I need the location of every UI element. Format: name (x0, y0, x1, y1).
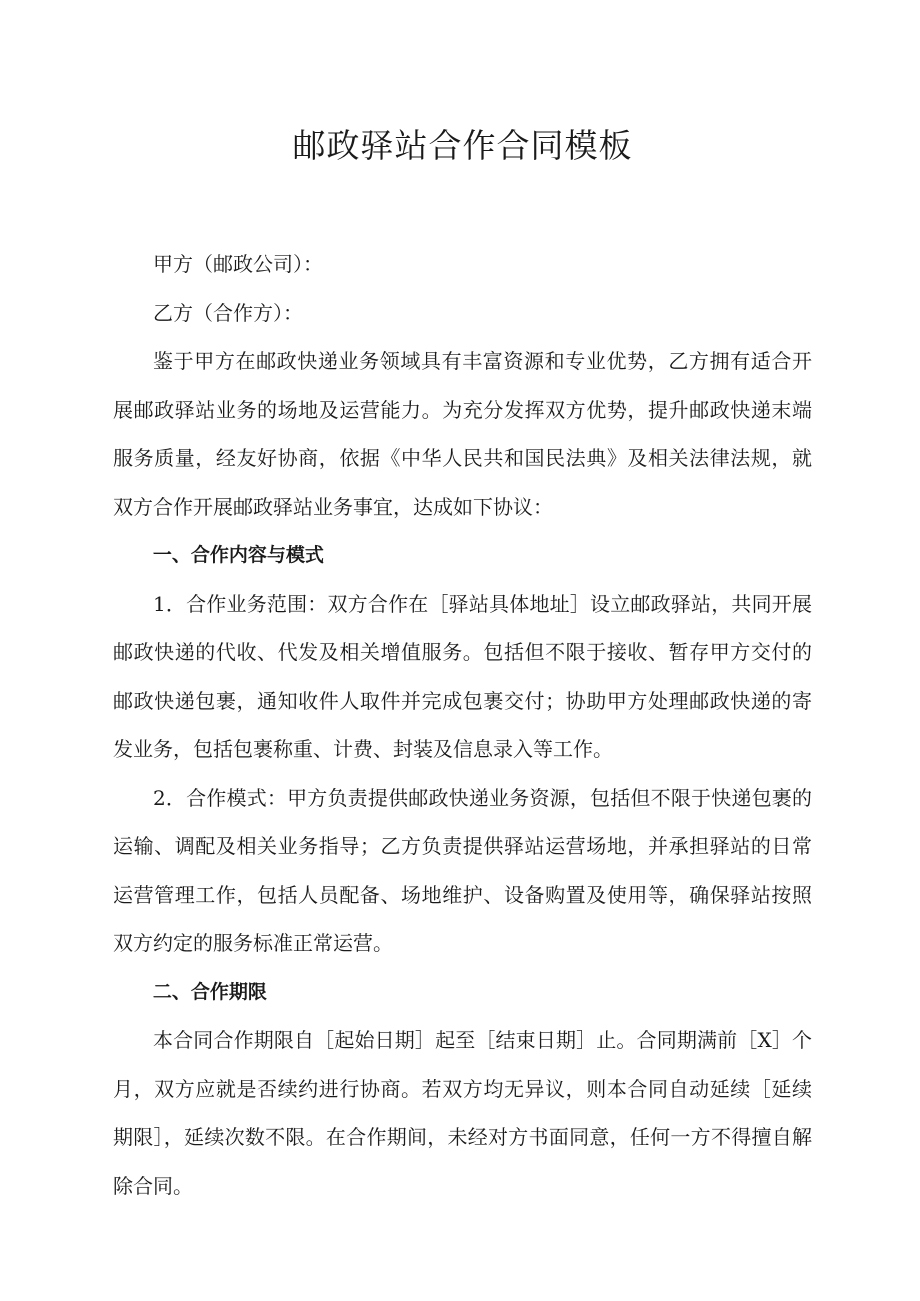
section-1-item-2: 2．合作模式：甲方负责提供邮政快递业务资源，包括但不限于快递包裹的运输、调配及相关业务指导；乙方负责提供驿站运营场地，并承担驿站的日常运营管理工作，包括人员配备、场地维护、设备购置及使用等，确保驿站按照双方约定的服务标准正常运营。 (113, 785, 812, 955)
section-2-paragraph: 本合同合作期限自［起始日期］起至［结束日期］止。合同期满前［X］个月，双方应就是否续约进行协商。若双方均无异议，则本合同自动延续［延续期限］，延续次数不限。在合作期间，未经对方书面同意，任何一方不得擅自解除合同。 (113, 1028, 812, 1198)
party-a-line: 甲方（邮政公司）： (153, 252, 323, 276)
preamble-paragraph: 鉴于甲方在邮政快递业务领域具有丰富资源和专业优势，乙方拥有适合开展邮政驿站业务的场地及运营能力。为充分发挥双方优势，提升邮政快递末端服务质量，经友好协商，依据《中华人民共和国民法典》及相关法律法规，就双方合作开展邮政驿站业务事宜，达成如下协议： (113, 349, 812, 519)
document-title: 邮政驿站合作合同模板 (292, 126, 633, 165)
section-2-heading: 二、合作期限 (152, 980, 267, 1003)
party-b-line: 乙方（合作方）： (153, 300, 303, 325)
section-1-item-1: 1．合作业务范围：双方合作在［驿站具体地址］设立邮政驿站，共同开展邮政快递的代收、代发及相关增值服务。包括但不限于接收、暂存甲方交付的邮政快递包裹，通知收件人取件并完成包裹交付；协助甲方处理邮政快递的寄发业务，包括包裹称重、计费、封装及信息录入等工作。 (113, 591, 812, 761)
section-1-heading: 一、合作内容与模式 (152, 544, 324, 566)
